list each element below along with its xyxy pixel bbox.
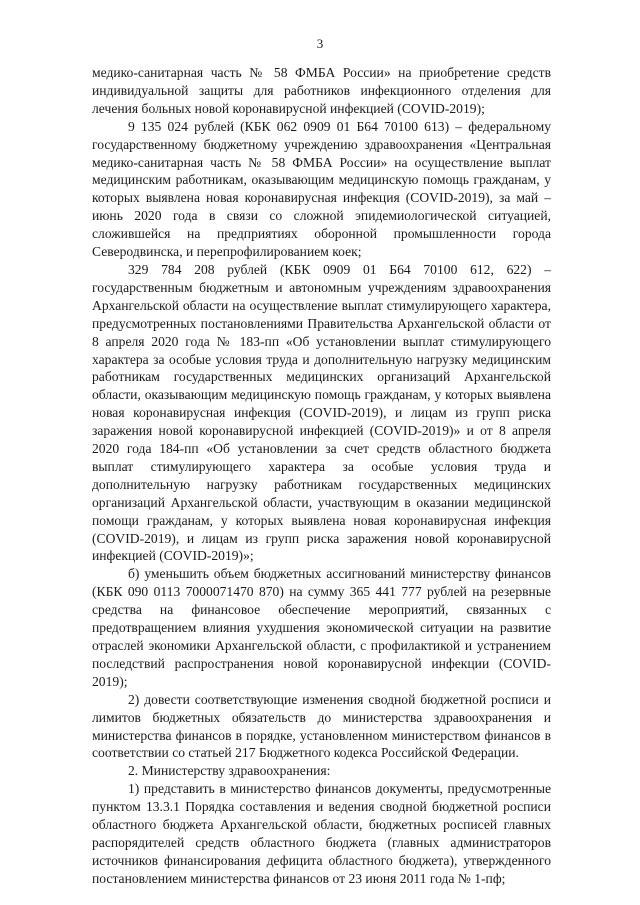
paragraph-reduce-allocations: б) уменьшить объем бюджетных ассигнований министерству финансов (КБК 090 0113 7000071470 870) на сумму 365 441 777 рублей на резервные средства на финансовое обеспечение мероприятий, связанных с предотвращением влияния ухудшения экономической ситуации на развитие отраслей экономики Архангельской области, с профилактикой и устранением последствий распространения новой коронавирусной инфекции (COVID-2019);	[92, 566, 551, 689]
paragraph-cmsch-58-payments: 9 135 024 рублей (КБК 062 0909 01 Б64 70100 613) – федеральному государственному бюджетному учреждению здравоохранения «Центральная медико-санитарная часть № 58 ФМБА России» на осуществление выплат медицинским работникам, оказывающим медицинскую помощь гражданам, у которых выявлена новая коронавирусная инфекция (COVID-2019), за май – июнь 2020 года в связи со сложной эпидемиологической ситуацией, сложившейся на предприятиях оборонной промышленности города Северодвинска, и перепрофилированием коек;	[92, 118, 551, 260]
paragraph-communicate-changes: 2) довести соответствующие изменения сводной бюджетной росписи и лимитов бюджетных обязательств до министерства здравоохранения и министерства финансов в порядке, установленном министерством финансов в соответствии со статьей 217 Бюджетного кодекса Российской Федерации.	[92, 691, 551, 761]
paragraph-ministry-heading: 2. Министерству здравоохранения:	[128, 763, 331, 779]
document-body	[92, 64, 551, 888]
paragraph-submit-documents: 1) представить в министерство финансов документы, предусмотренные пунктом 13.3.1 Порядка составления и ведения сводной бюджетной росписи областного бюджета Архангельской области, бюджетных росписей главных распорядителей средств областного бюджета (главных администраторов источников финансирования дефицита областного бюджета), утвержденного постановлением министерства финансов от 23 июня 2011 года № 1-пф;	[92, 781, 551, 886]
paragraph-healthcare-institutions-payments: 329 784 208 рублей (КБК 0909 01 Б64 70100 612, 622) – государственным бюджетным и автономным учреждениям здравоохранения Архангельской области на осуществление выплат стимулирующего характера, предусмотренных постановлениями Правительства Архангельской области от 8 апреля 2020 года № 183-пп «Об установлении выплат стимулирующего характера за особые условия труда и дополнительную нагрузку медицинским работникам государственных медицинских организаций Архангельской области, оказывающим медицинскую помощь гражданам, у которых выявлена новая коронавирусная инфекция (COVID-2019), и лицам из групп риска заражения новой коронавирусной инфекцией (COVID-2019)» и от 8 апреля 2020 года 184-пп «Об установлении за счет средств областного бюджета выплат стимулирующего характера за особые условия труда и дополнительную нагрузку работникам государственных медицинских организаций Архангельской области, участвующим в оказании медицинской помощи гражданам, у которых выявлена новая коронавирусная инфекция (COVID-2019), и лицам из групп риска заражения новой коронавирусной инфекцией (COVID-2019)»;	[92, 261, 551, 564]
page-number: 3	[316, 36, 324, 51]
paragraph-continuation: медико-санитарная часть № 58 ФМБА России» на приобретение средств индивидуальной защиты для работников инфекционного отделения для лечения больных новой коронавирусной инфекцией (COVID-2019);	[92, 65, 551, 116]
